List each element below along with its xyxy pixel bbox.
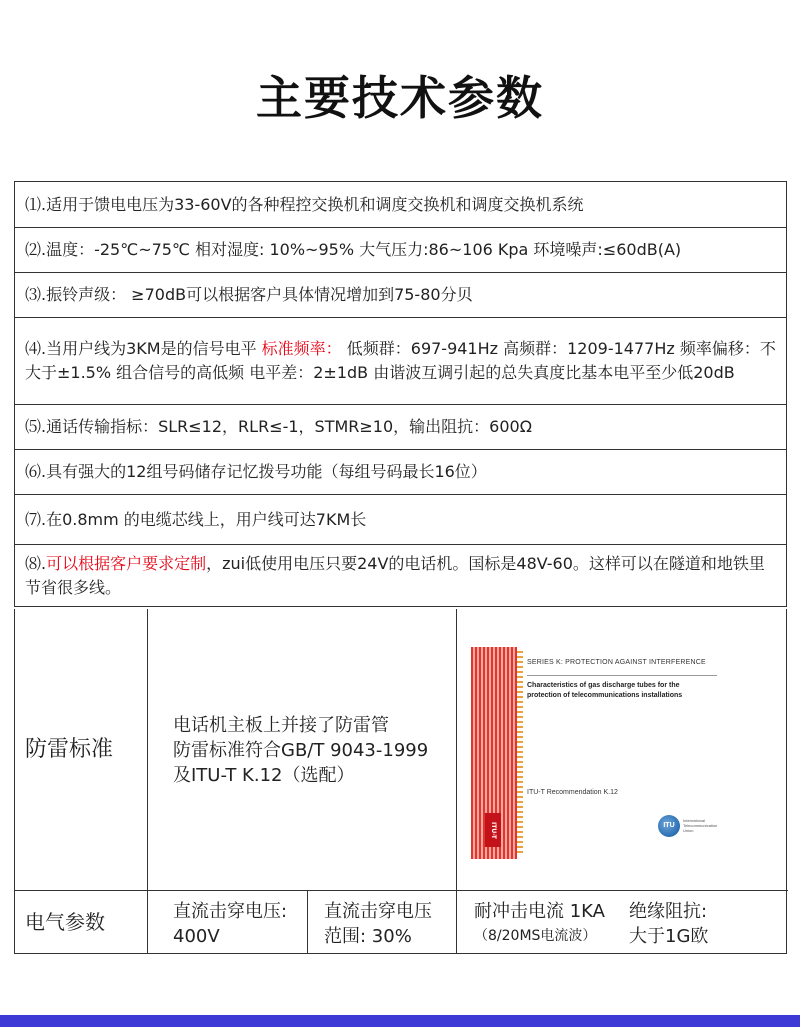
breakdown-value: 400V bbox=[173, 926, 220, 947]
divider bbox=[15, 890, 788, 891]
spec-text: ⑵.温度：-25℃~75℃ 相对湿度: 10%~95% 大气压力:86~106 Kpa 环境噪声:≤60dB(A) bbox=[25, 240, 682, 259]
lightning-line-1: 电话机主板上并接了防雷管 bbox=[173, 715, 389, 736]
breakdown-voltage bbox=[173, 899, 303, 949]
surge-current bbox=[474, 899, 624, 948]
itu-org-name: International Telecommunication Union bbox=[683, 818, 718, 833]
surge-note: （8/20MS电流波） bbox=[474, 928, 597, 944]
spec-suffix: 低频群：697-941Hz 高频群：1209-1477Hz 频率偏移：不大于±1.5% 组合信号的高低频 电平差：2±1dB 由谐波互调引起的总失真度比基本电平至少低20dB bbox=[25, 339, 776, 382]
spec-row-4 bbox=[15, 317, 786, 404]
spec-row-8 bbox=[15, 544, 786, 606]
divider bbox=[147, 609, 148, 954]
spec-row-7 bbox=[15, 494, 786, 544]
spec-text: ⑴.适用于馈电电压为33-60V的各种程控交换机和调度交换机和调度交换机系统 bbox=[25, 194, 584, 214]
spec-row-2 bbox=[15, 227, 786, 272]
spec-highlight: 可以根据客户要求定制 bbox=[46, 553, 207, 573]
spec-text bbox=[25, 552, 776, 600]
cover-stripes-accent bbox=[517, 651, 523, 855]
spec-prefix: ⑻. bbox=[25, 553, 47, 573]
spec-text: ⑹.具有强大的12组号码储存记忆拨号功能（每组号码最长16位） bbox=[25, 462, 487, 481]
doc-series: SERIES K: PROTECTION AGAINST INTERFERENCE bbox=[527, 659, 706, 666]
spec-row-3 bbox=[15, 272, 786, 317]
lightning-line-2: 防雷标准符合GB/T 9043-1999 bbox=[173, 740, 429, 761]
divider bbox=[456, 609, 457, 954]
spec-text: ⑸.通话传输指标：SLR≤12，RLR≤-1，STMR≥10，输出阻抗：600Ω bbox=[25, 417, 532, 436]
breakdown-range bbox=[324, 899, 454, 949]
itu-badge: ITU-T bbox=[485, 813, 501, 847]
protection-table bbox=[14, 609, 787, 954]
spec-list bbox=[14, 181, 787, 607]
spec-text: ⑶.振铃声级： ≥70dB可以根据客户具体情况增加到75-80分贝 bbox=[25, 285, 473, 304]
surge-label: 耐冲击电流 1KA bbox=[474, 901, 605, 922]
bottom-accent-bar bbox=[0, 1015, 800, 1027]
spec-row-1 bbox=[15, 182, 786, 227]
spec-text: ⑺.在0.8mm 的电缆芯线上，用户线可达7KM长 bbox=[25, 509, 367, 529]
spec-row-5 bbox=[15, 404, 786, 449]
doc-recommendation: ITU-T Recommendation K.12 bbox=[527, 789, 618, 796]
insulation-value: 大于1G欧 bbox=[629, 926, 709, 947]
insulation-resistance bbox=[629, 899, 779, 949]
electrical-label: 电气参数 bbox=[25, 910, 105, 934]
page-title: 主要技术参数 bbox=[256, 71, 544, 125]
lightning-line-3: 及ITU-T K.12（选配） bbox=[173, 765, 355, 786]
spec-row-6 bbox=[15, 449, 786, 494]
lightning-label: 防雷标准 bbox=[25, 737, 114, 762]
itu-document-thumbnail bbox=[471, 647, 721, 859]
lightning-desc bbox=[173, 713, 453, 788]
spec-text bbox=[25, 337, 776, 385]
spec-highlight: 标准频率： bbox=[261, 339, 342, 358]
doc-rule bbox=[527, 675, 717, 676]
spec-suffix: ，zui低使用电压只要24V的电话机。国标是48V-60。这样可以在隧道和地铁里节省很多线。 bbox=[25, 553, 765, 597]
doc-heading: Characteristics of gas discharge tubes for the protection of telecommunications installations bbox=[527, 682, 683, 699]
spec-prefix: ⑷.当用户线为3KM是的信号电平 bbox=[25, 339, 262, 358]
range-value: 范围: 30% bbox=[324, 926, 412, 947]
divider bbox=[307, 890, 308, 954]
range-label: 直流击穿电压 bbox=[324, 901, 432, 922]
itu-logo-icon: ITU bbox=[658, 815, 680, 837]
insulation-label: 绝缘阻抗: bbox=[629, 901, 708, 922]
breakdown-label: 直流击穿电压: bbox=[173, 901, 288, 922]
